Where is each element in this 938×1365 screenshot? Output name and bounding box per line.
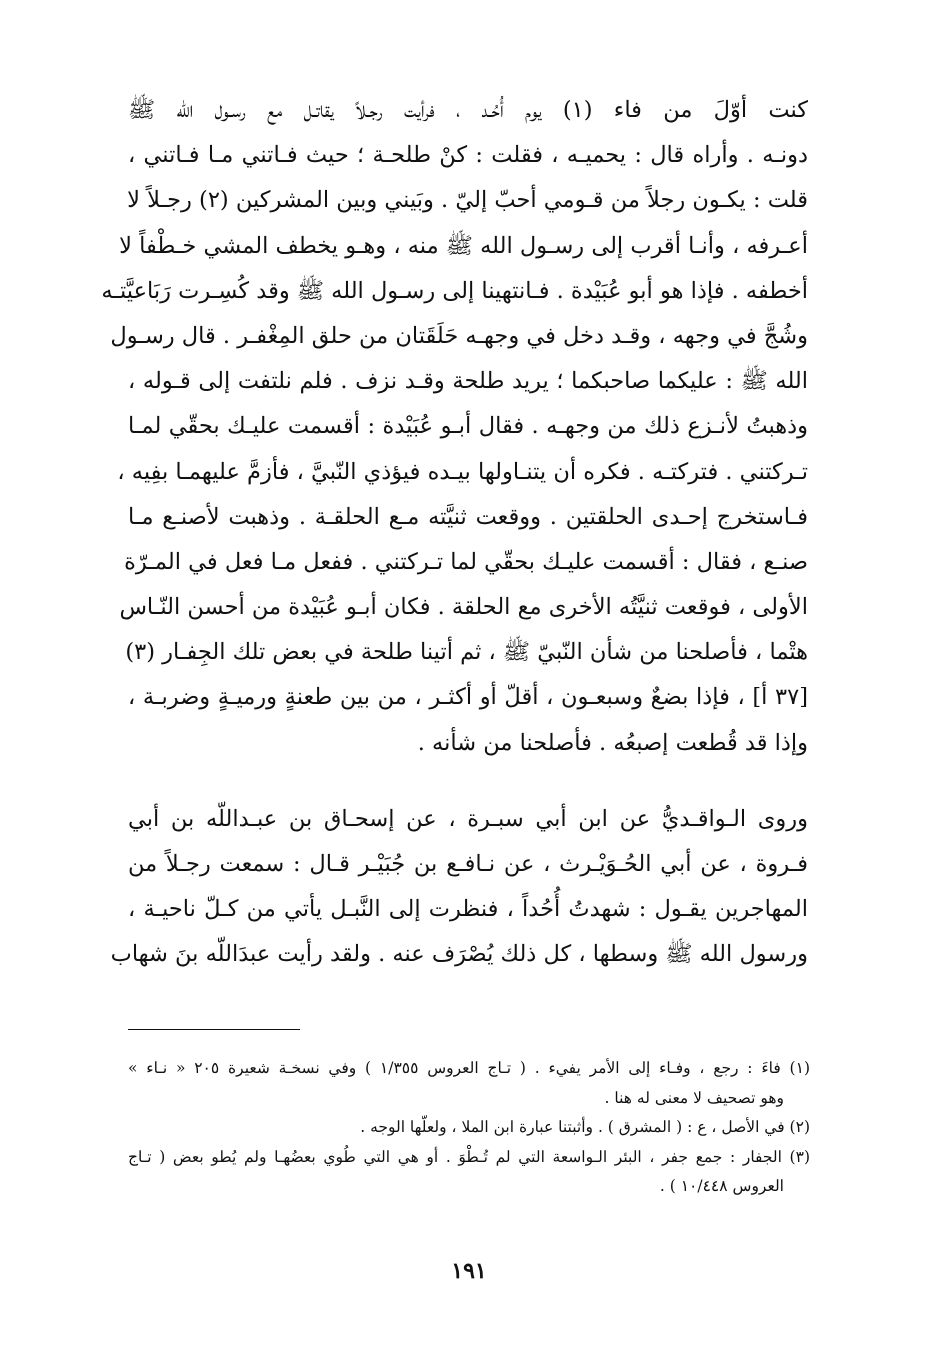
- text-line: كنت أوّلَ من فاء (١) يوم أُحُـد ، فرأيت رجـلاً يقاتـل مع رسـول الله ﷺ: [128, 97, 808, 123]
- footnotes: [128, 1054, 810, 1202]
- text-line: أعـرفه ، وأنـا أقرب إلى رسـول الله ﷺ منه ، وهـو يخطف المشي خـطْفاً لا: [119, 232, 808, 259]
- text-line: هتْما ، فأصلحنا من شأن النّبيّ ﷺ ، ثم أتينا طلحة في بعض تلك الجِفـار (٣): [125, 639, 808, 666]
- text-line: فـروة ، عن أبي الحُـوَيْـرث ، عن نـافـع بن جُبَيْـر قـال : سمعت رجـلاً من: [128, 851, 808, 877]
- text-line: المهاجرين يقـول : شهدتُ أُحُداً ، فنظرت إلى النَّبـل يأتي من كـلّ ناحيـة ،: [128, 896, 808, 923]
- text-line: ورسول الله ﷺ وسطها ، كل ذلك يُصْرَف عنه . ولقد رأيت عبدَاللّه بنَ شهاب: [110, 941, 808, 968]
- text-line: دونـه . وأراه قال : يحميـه ، فقلت : كنْ طلحـة ؛ حيث فـاتني مـا فـاتني ،: [128, 142, 808, 169]
- text-line: وإذا قد قُطعت إصبعُه . فأصلحنا من شأنه .: [417, 729, 808, 756]
- text-line: الله ﷺ : عليكما صاحبكما ؛ يريد طلحة وقـد نزف . فلم نلتفت إلى قـوله ،: [128, 368, 808, 395]
- paragraph-gap: [128, 766, 808, 797]
- text-line: فـاستخرج إحـدى الحلقتين . ووقعت ثنيَّته مـع الحلقـة . وذهبت لأصنـع مـا: [128, 503, 808, 530]
- footnote-divider: [128, 1029, 300, 1030]
- text-line: أخطفه . فإذا هو أبو عُبَيْدة . فـانتهينا إلى رسـول الله ﷺ وقد كُسِـرت رَبَاعيَّتـه: [101, 277, 808, 304]
- text-line: صنـع ، فقال : أقسمت عليـك بحقّي لما تـركتني . ففعل مـا فعل في المـرّة: [124, 548, 808, 575]
- footnote-3-continuation: العروس ١٠/٤٤٨ ) .: [659, 1177, 784, 1195]
- text-line: وذهبتُ لأنـزع ذلك من وجهـه . فقال أبـو عُبَيْدة : أقسمت عليـك بحقّي لمـا: [128, 413, 808, 440]
- footnote-1: (١) فاءَ : رجع ، وفـاء إلى الأمر يفيء . ( تـاج العروس ١/٣٥٥ ) وفي نسخـة شعيرة ٢٠٥ « نـاء »: [128, 1059, 810, 1077]
- text-line: الأولى ، فوقعت ثنيَّتُه الأخرى مع الحلقة . فكان أبـو عُبَيْدة من أحسن النّـاس: [119, 594, 808, 621]
- footnote-2: (٢) في الأصل ، ع : ( المشرق ) . وأثبتنا عبارة ابن الملا ، ولعلّها الوجه .: [360, 1118, 810, 1136]
- text-line: وروى الـواقـديُّ عن ابن أبي سبـرة ، عن إسحـاق بن عبـداللّه بن أبي: [128, 805, 808, 832]
- page-number: ١٩١: [451, 1258, 487, 1284]
- text-line: وشُجَّ في وجهه ، وقـد دخل في وجهـه حَلَقَتان من حلق المِغْفـر . قال رسـول: [110, 322, 808, 349]
- main-text: [101, 88, 808, 978]
- footnote-1-continuation: وهو تصحيف لا معنى له هنا .: [604, 1088, 784, 1107]
- footnote-3: (٣) الجفار : جمع جفر ، البئر الـواسعة التي لم تُـطْوَ . أو هي التي طُوي بعضُهـا ولم يُطو بعض ( تـاج: [128, 1147, 810, 1166]
- text-line: تـركتني . فتركتـه . فكره أن يتنـاولها بيـده فيؤذي النّبيَّ ، فأزمَّ عليهمـا بفِيه ،: [117, 458, 808, 485]
- text-line: [٣٧ أ] ، فإذا بضعٌ وسبعـون ، أقلّ أو أكثـر ، من بين طعنةٍ ورميـةٍ وضربـة ،: [128, 684, 808, 711]
- text-line: قلت : يكـون رجلاً من قـومي أحبّ إليّ . وبَيني وبين المشركين (٢) رجـلاً لا: [127, 187, 808, 214]
